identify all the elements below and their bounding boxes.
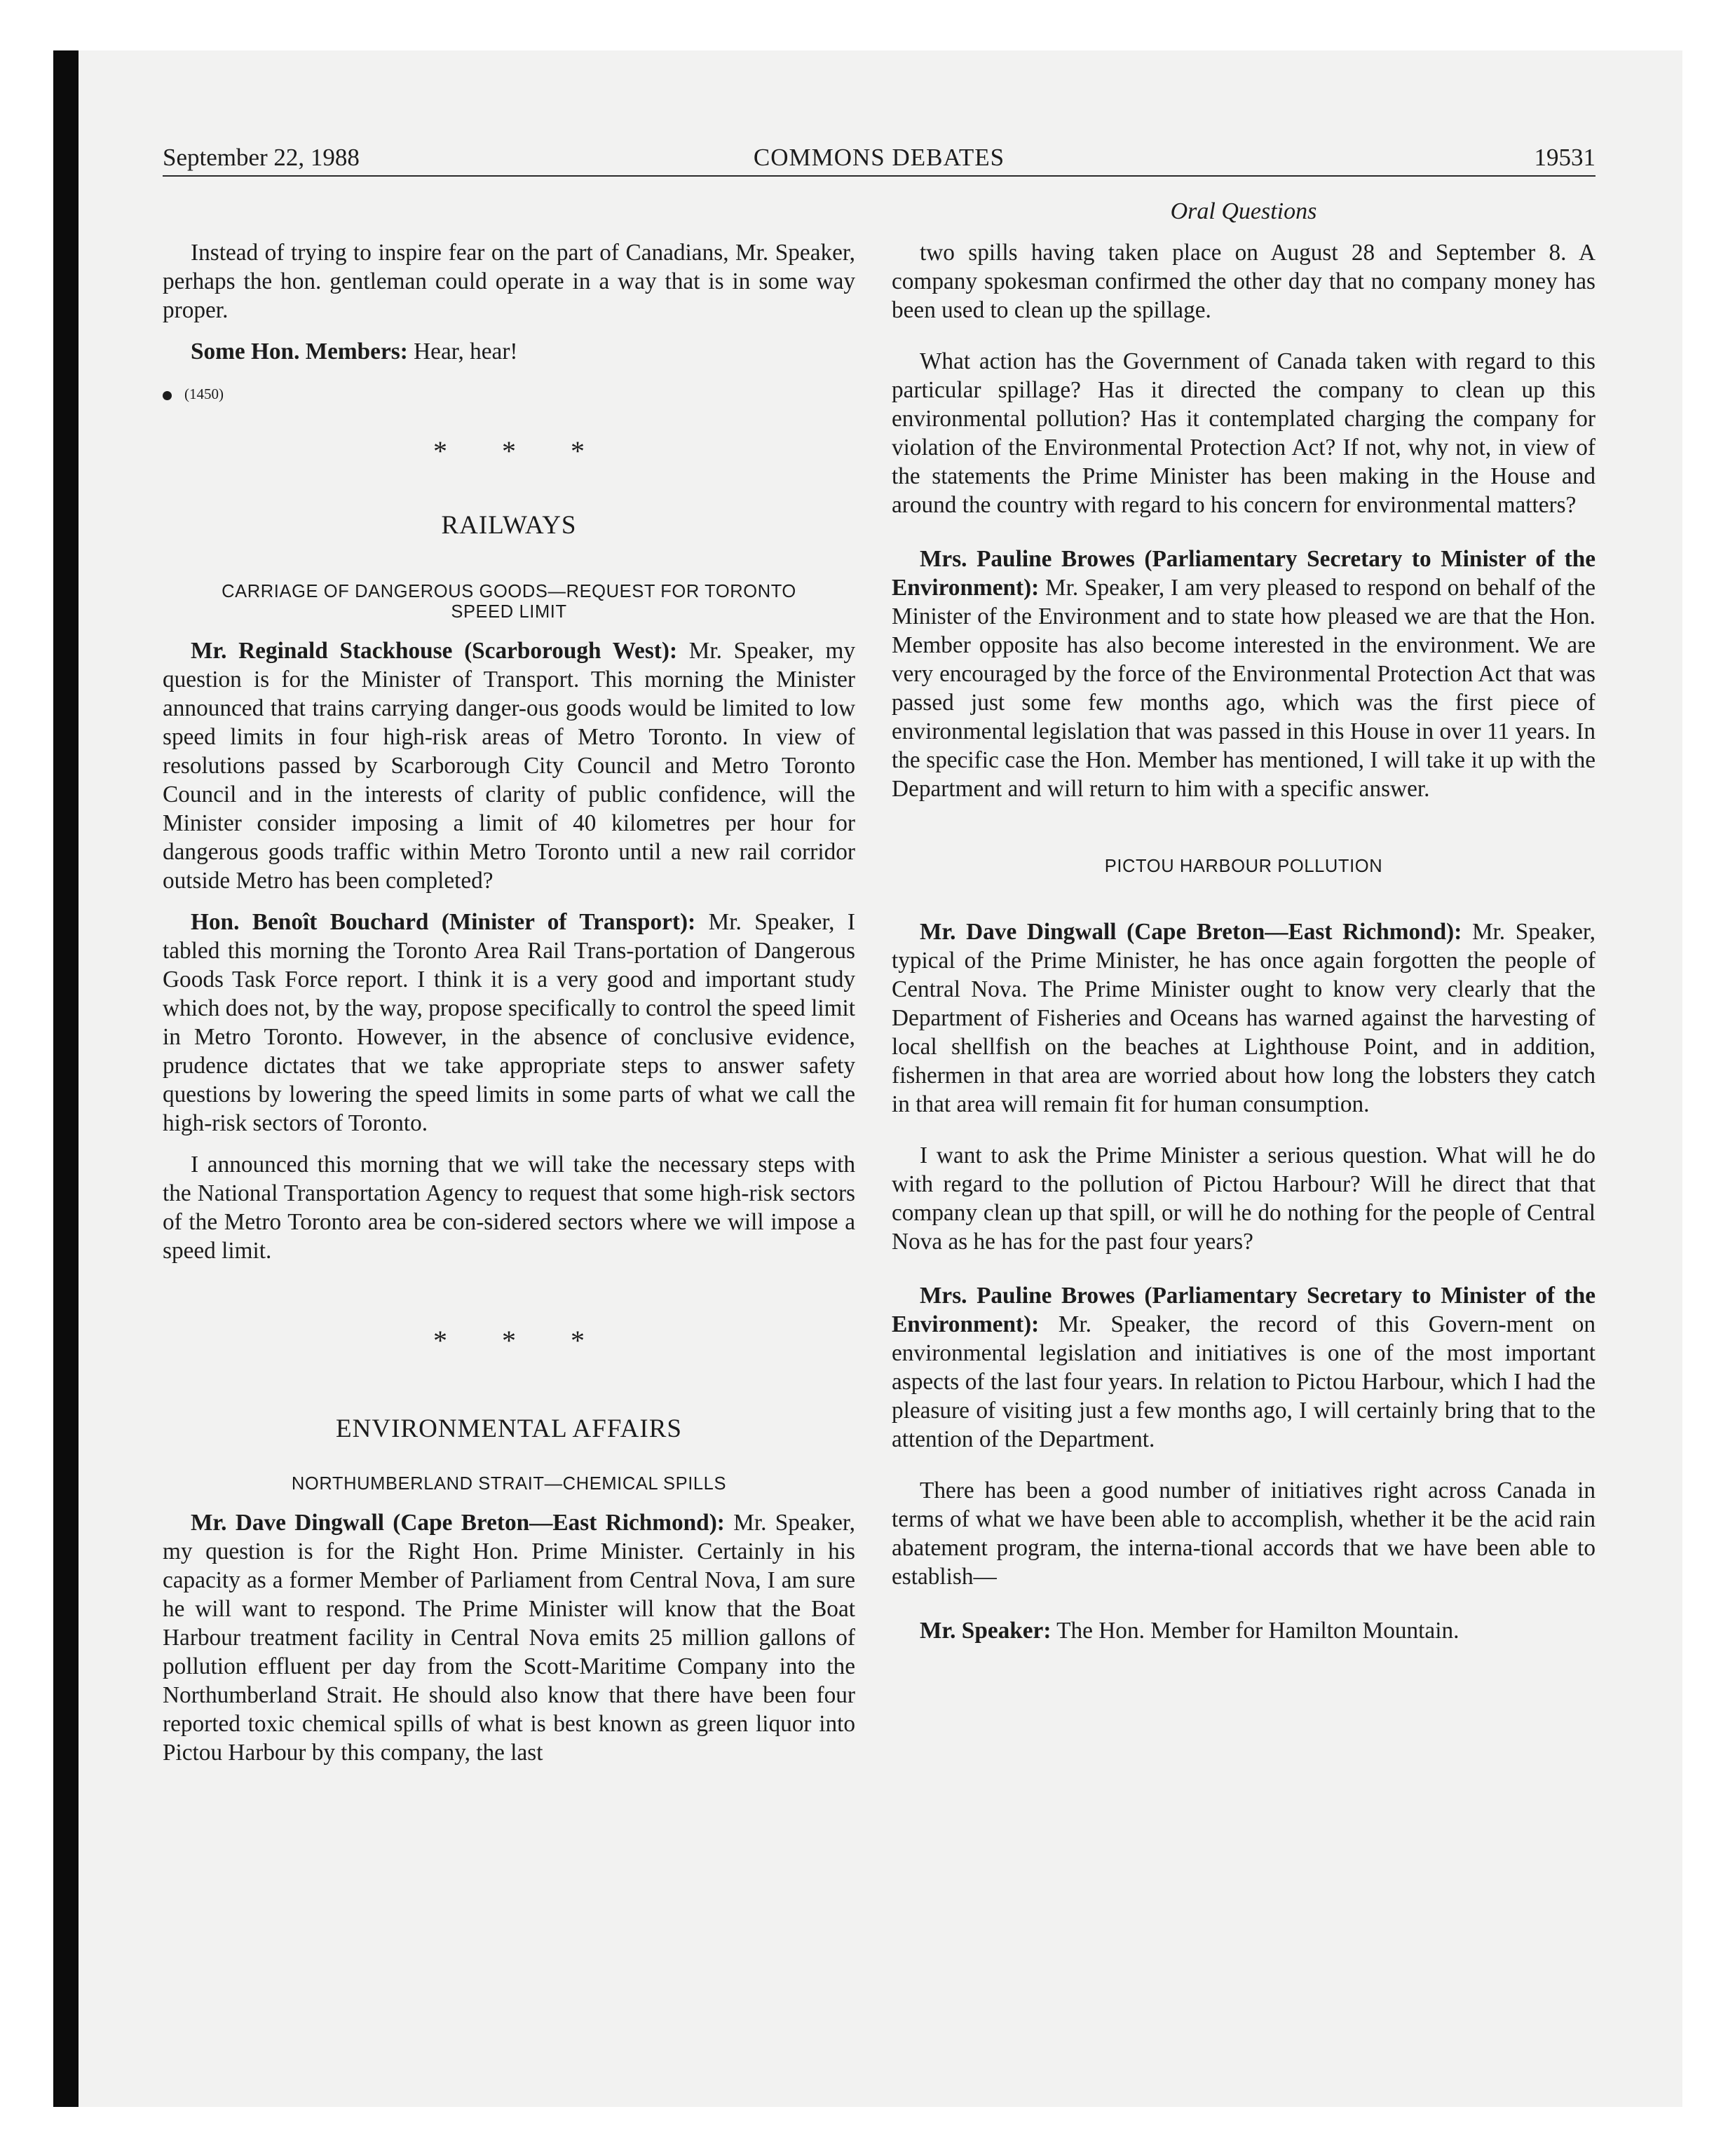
- subsection-heading: CARRIAGE OF DANGEROUS GOODS—REQUEST FOR TORONTO SPEED LIMIT: [222, 582, 796, 622]
- paragraph: [163, 908, 855, 1138]
- left-column: [163, 238, 855, 1780]
- section-label: Oral Questions: [1170, 198, 1317, 224]
- header-date: September 22, 1988: [163, 144, 360, 171]
- document-page: [163, 140, 1595, 2075]
- speaker-name: Mr. Reginald Stackhouse (Scarborough West):: [191, 638, 678, 664]
- paragraph: [892, 917, 1595, 1119]
- paragraph: [163, 636, 855, 895]
- speech-text: Mr. Speaker, my question is for the Minister of Transport. This morning the Minister announced that trains carrying danger-ous goods would be limited to low speed limits in four high-risk areas of Metro Toronto. In view of resolutions passed by Scarborough City Council and Metro Toronto Council and in the interests of clarity of public confidence, will the Minister consider imposing a limit of 40 kilometres per hour for dangerous goods traffic within Metro Toronto until a new rail corridor outside Metro has been completed?: [163, 638, 855, 894]
- subsection-heading: NORTHUMBERLAND STRAIT—CHEMICAL SPILLS: [291, 1474, 727, 1494]
- speech-text: Mr. Speaker, I am very pleased to respond on behalf of the Minister of the Environment and to state how pleased we are that the Hon. Member opposite has also become interested in the environment. We are very encouraged by the force of the Environmental Protection Act that was passed just some few months ago, which was the first piece of environmental legislation that was passed in this House in over 11 years. In the specific case the Hon. Member has mentioned, I will take it up with the Department and will return to him with a specific answer.: [892, 575, 1595, 802]
- binding-edge: [53, 50, 79, 2107]
- subsection-heading: PICTOU HARBOUR POLLUTION: [1104, 857, 1383, 876]
- section-separator: * * *: [433, 1325, 608, 1356]
- speaker-name: Mr. Speaker:: [920, 1618, 1052, 1644]
- speech-text: Hear, hear!: [407, 339, 518, 364]
- speaker-name: Some Hon. Members:: [191, 339, 408, 364]
- speaker-name: Mr. Dave Dingwall (Cape Breton—East Richmond):: [920, 919, 1462, 945]
- speaker-name: Hon. Benoît Bouchard (Minister of Transport):: [191, 909, 696, 935]
- speaker-name: Mr. Dave Dingwall (Cape Breton—East Richmond):: [191, 1510, 725, 1536]
- speech-text: Mr. Speaker, typical of the Prime Minister, he has once again forgotten the people of Central Nova. The Prime Minister ought to know very clearly that the Department of Fisheries and Oceans has warned against the harvesting of local shellfish on the beaches at Lighthouse Point, and in addition, fishermen in that area are worried about how long the lobsters they catch in that area will remain fit for human consumption.: [892, 919, 1595, 1117]
- paragraph: [892, 1616, 1595, 1645]
- speech-text: The Hon. Member for Hamilton Mountain.: [1051, 1618, 1460, 1644]
- paragraph: [163, 337, 855, 366]
- section-separator: * * *: [433, 435, 608, 467]
- speech-text: Mr. Speaker, my question is for the Right Hon. Prime Minister. Certainly in his capacity as a former Member of Parliament from Central Nova, I am sure he will want to respond. The Prime Minister will know that the Boat Harbour treatment facility in Central Nova emits 25 million gallons of pollution effluent per day from the Scott-Maritime Company into the Northumberland Strait. He should also know that there have been four reported toxic chemical spills of what is best known as green liquor into Pictou Harbour by this company, the last: [163, 1510, 855, 1766]
- speech-text: Mr. Speaker, the record of this Govern-ment on environmental legislation and initiatives is one of the most important aspects of the last four years. In relation to Pictou Harbour, which I had the pleasure of visiting just a few months ago, I will certainly bring that to the attention of the Department.: [892, 1311, 1595, 1452]
- paragraph: two spills having taken place on August 28 and September 8. A company spokesman confirmed the other day that no company money has been used to clean up the spillage.: [892, 240, 1595, 323]
- paragraph: There has been a good number of initiatives right across Canada in terms of what we have been able to accomplish, whether it be the acid rain abatement program, the interna-tional accords that we have been able to establish—: [892, 1478, 1595, 1590]
- speaker-name: Mrs. Pauline Browes (Parliamentary Secretary to Minister of the Environment):: [892, 1283, 1595, 1337]
- timestamp-text: (1450): [184, 386, 224, 402]
- header-page-number: 19531: [1534, 144, 1595, 171]
- paragraph: [892, 545, 1595, 803]
- section-heading: ENVIRONMENTAL AFFAIRS: [336, 1414, 682, 1443]
- timestamp: [163, 384, 855, 404]
- speaker-name: Mrs. Pauline Browes (Parliamentary Secretary to Minister of the Environment):: [892, 546, 1595, 601]
- running-header: [163, 140, 1595, 177]
- right-column: [892, 238, 1595, 1658]
- paragraph: I want to ask the Prime Minister a serious question. What will he do with regard to the pollution of Pictou Harbour? Will he direct that that company clean up that spill, or will he do nothing for the people of Central Nova as he has for the past four years?: [892, 1142, 1595, 1255]
- paragraph: Instead of trying to inspire fear on the part of Canadians, Mr. Speaker, perhaps the hon. gentleman could operate in a way that is in some way proper.: [163, 240, 855, 323]
- paragraph: [892, 1281, 1595, 1454]
- speech-text: Mr. Speaker, I tabled this morning the Toronto Area Rail Trans-portation of Dangerous Goods Task Force report. I think it is a very good and important study which does not, by the way, propose specifically to control the speed limit in Metro Toronto. However, in the absence of conclusive evidence, prudence dictates that we take appropriate steps to answer safety questions by lowering the speed limits in some parts of what we call the high-risk sectors of Toronto.: [163, 909, 855, 1136]
- paragraph: [163, 1508, 855, 1767]
- section-heading: RAILWAYS: [441, 511, 577, 540]
- bullet-icon: [163, 391, 172, 400]
- paragraph: What action has the Government of Canada taken with regard to this particular spillage? Has it directed the company to clean up this environmental pollution? Has it contemplated charging the company for violation of the Environmental Protection Act? If not, why not, in view of the statements the Prime Minister has been making in the House and around the country with regard to his concern for environmental matters?: [892, 348, 1595, 518]
- paragraph: I announced this morning that we will take the necessary steps with the National Transportation Agency to request that some high-risk sectors of the Metro Toronto area be con-sidered sectors where we will impose a speed limit.: [163, 1152, 855, 1264]
- header-title: COMMONS DEBATES: [753, 144, 1005, 171]
